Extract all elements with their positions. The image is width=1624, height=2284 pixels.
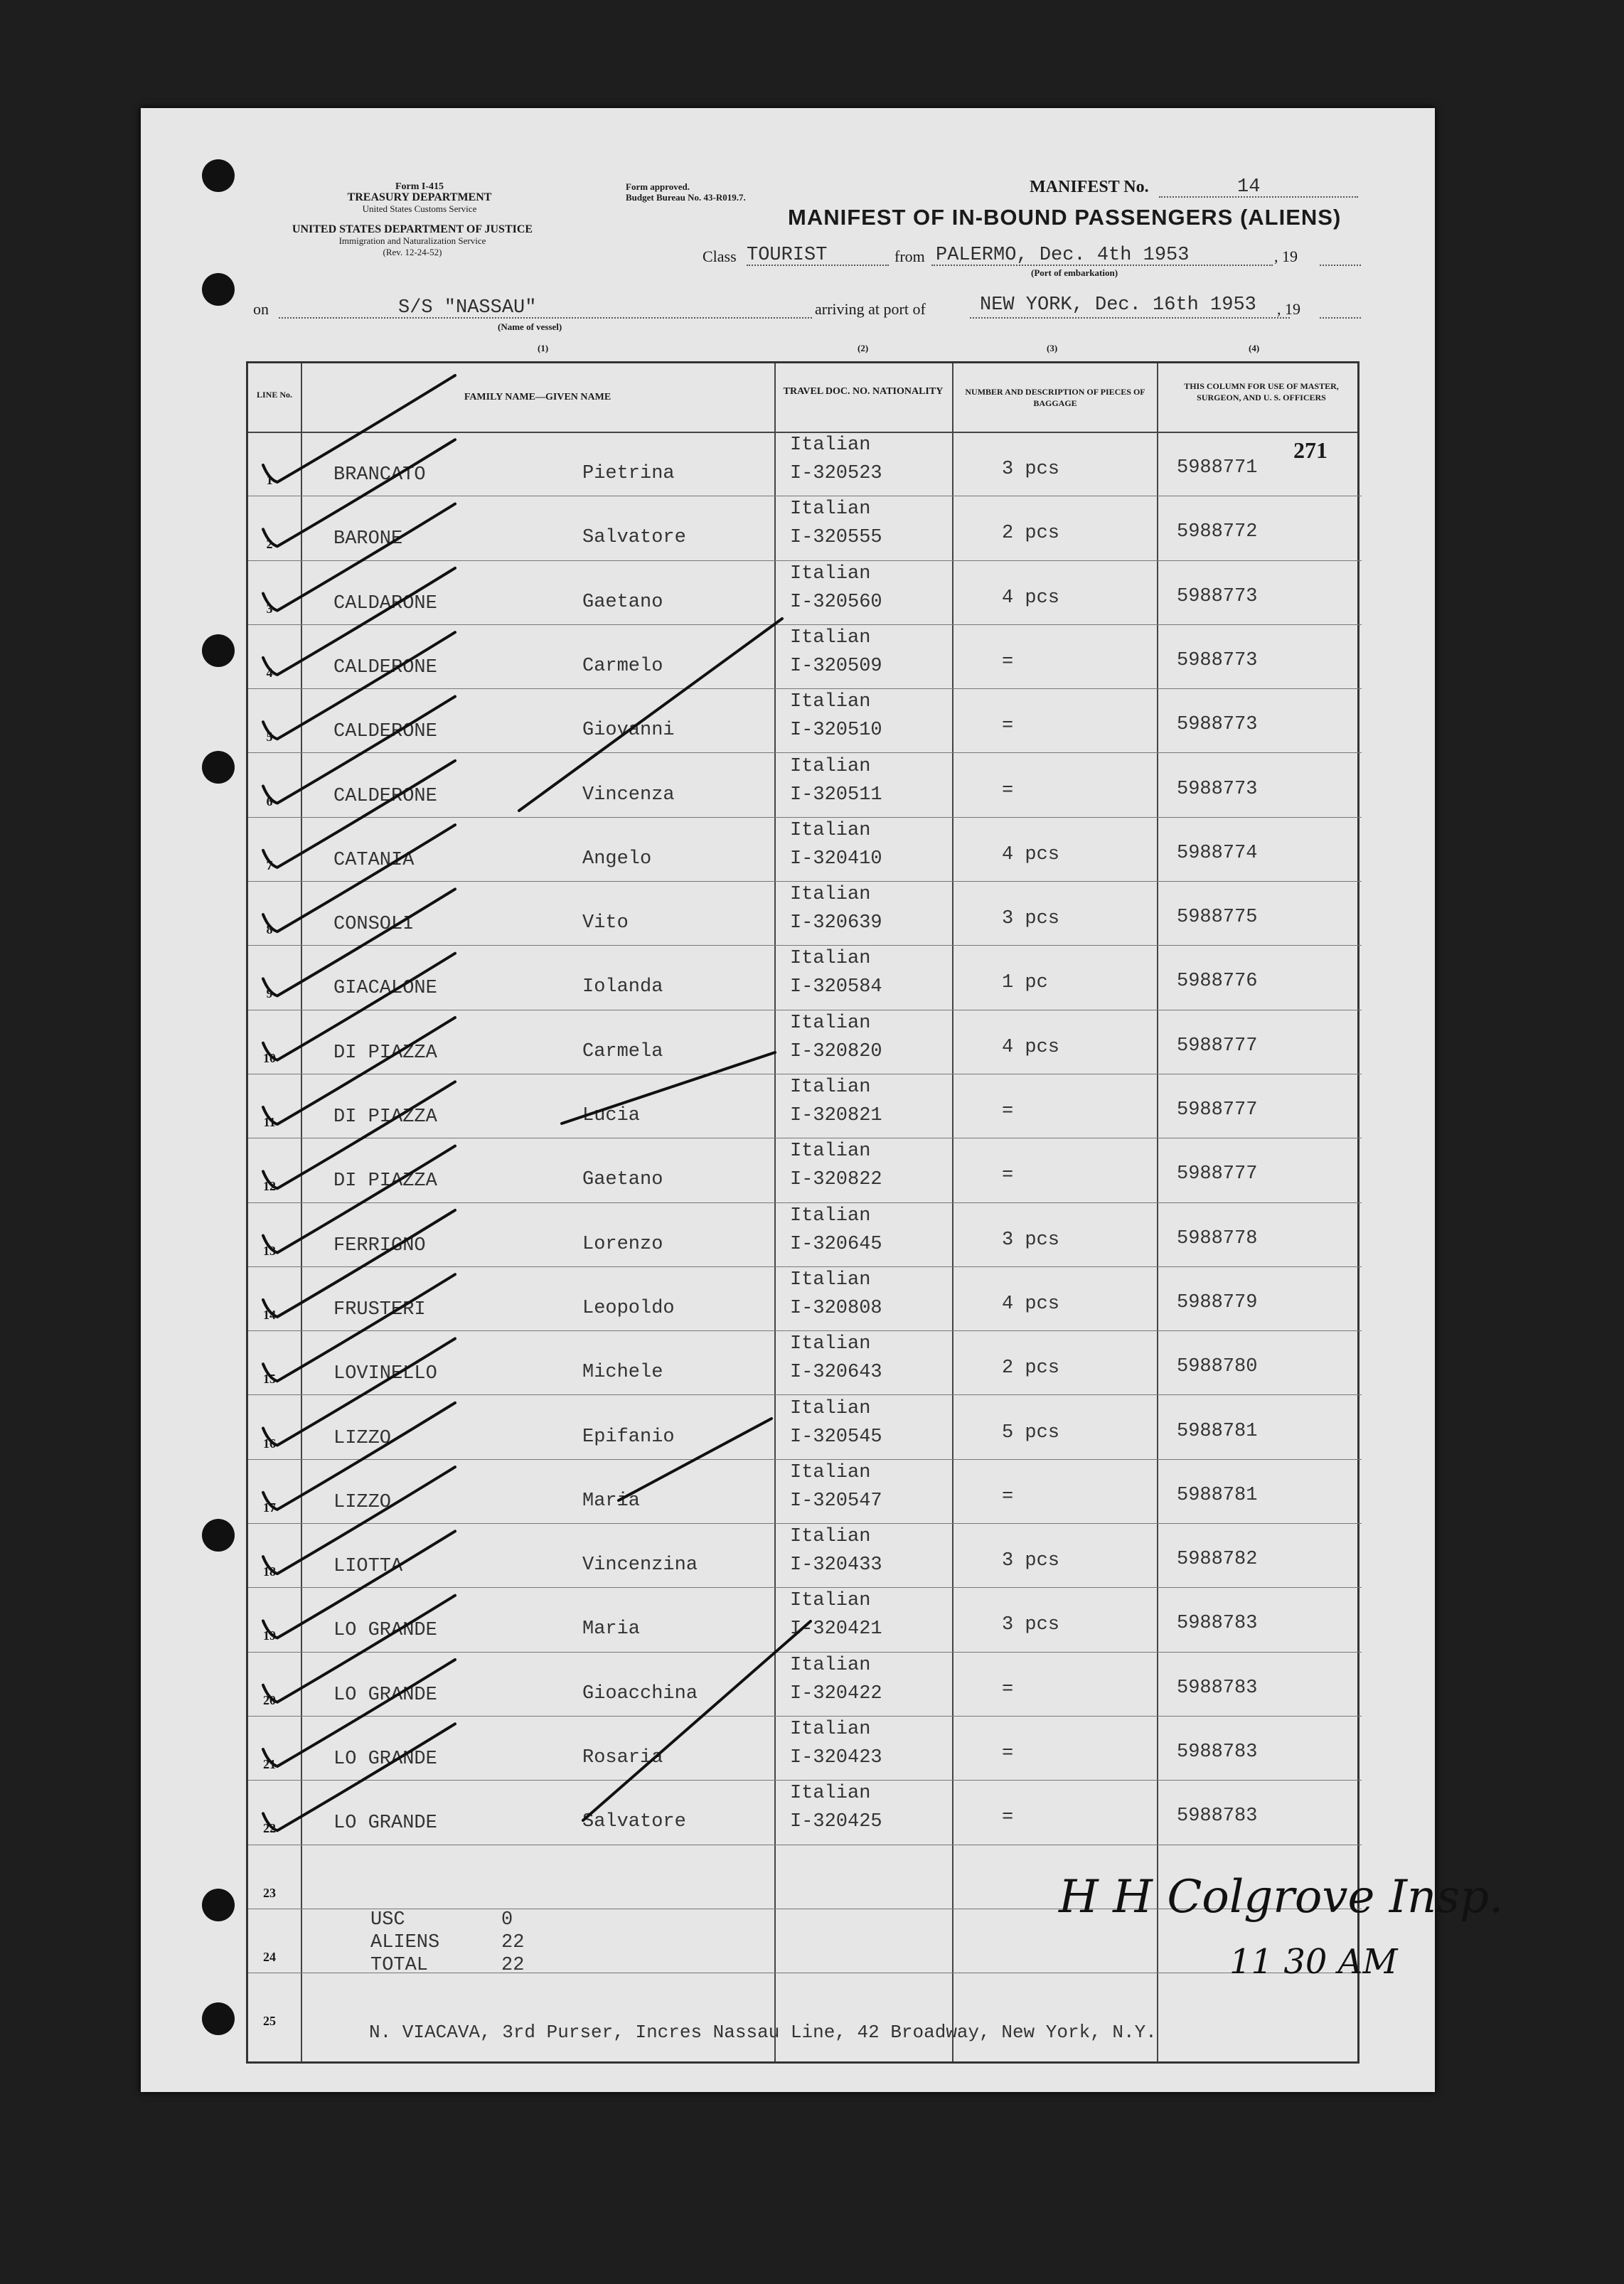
header-name: FAMILY NAME—GIVEN NAME [464,392,611,402]
family-name: LO GRANDE [333,1684,437,1706]
line-number: 2 [266,537,273,552]
col-num-1: (1) [538,343,549,353]
travel-doc-no: I-320509 [790,655,882,677]
travel-doc-no: I-320423 [790,1747,882,1768]
check-mark [263,375,455,482]
check-mark [263,1467,455,1574]
baggage-count: 3 pcs [1002,908,1060,930]
travel-doc-no: I-320523 [790,463,882,484]
family-name: LO GRANDE [333,1813,437,1835]
officer-number: 5988773 [1177,649,1258,671]
arriving-label: arriving at port of [815,300,926,318]
travel-doc-no: I-320645 [790,1233,882,1255]
given-name: Carmela [582,1040,663,1062]
check-mark [263,568,455,675]
given-name: Giovanni [582,720,675,742]
baggage-count: 3 pcs [1002,1229,1060,1251]
check-mark [263,825,455,932]
baggage-count: 4 pcs [1002,587,1060,609]
inspector-signature: H H Colgrove Insp. [1059,1871,1504,1923]
nationality: Italian [790,1590,871,1612]
line-number: 10 [263,1050,276,1065]
nationality: Italian [790,1333,871,1355]
header-travel-doc: TRAVEL DOC. NO. NATIONALITY [783,386,944,397]
family-name: DI PIAZZA [333,1106,437,1128]
check-mark [263,1531,455,1638]
baggage-count: 2 pcs [1002,1357,1060,1380]
check-mark [263,1660,455,1766]
total-label: TOTAL [370,1955,429,1976]
officer-number: 5988772 [1177,521,1258,543]
officer-number: 5988777 [1177,1099,1258,1121]
line-number: 5 [266,730,273,745]
family-name: GIACALONE [333,978,437,1000]
travel-doc-no: I-320820 [790,1040,882,1062]
travel-doc-no: I-320808 [790,1297,882,1319]
baggage-count: 4 pcs [1002,1036,1060,1058]
travel-doc-no: I-320421 [790,1618,882,1640]
class-label: Class [703,247,737,265]
family-name: DI PIAZZA [333,1170,437,1192]
travel-doc-no: I-320560 [790,591,882,613]
nationality: Italian [790,1397,871,1419]
family-name: CALDARONE [333,592,437,614]
baggage-count: = [1002,1743,1014,1764]
col-num-3: (3) [1047,343,1058,353]
line-number: 18 [263,1564,276,1579]
page-title: MANIFEST OF IN-BOUND PASSENGERS (ALIENS) [788,205,1342,230]
given-name: Salvatore [582,527,686,549]
officer-number: 5988773 [1177,714,1258,736]
vessel-note: (Name of vessel) [498,321,562,332]
line-number: 11 [263,1115,276,1129]
officer-number: 5988779 [1177,1291,1258,1313]
given-name: Rosaria [582,1747,663,1768]
family-name: DI PIAZZA [333,1042,437,1064]
line-number: 16 [263,1436,276,1451]
family-name: BRANCATO [333,464,426,486]
usc-label: USC [370,1909,405,1931]
baggage-count: = [1002,779,1014,801]
family-name: LO GRANDE [333,1749,437,1770]
officer-number: 5988782 [1177,1549,1258,1571]
family-name: CONSOLI [333,914,415,936]
check-mark [263,697,455,804]
given-name: Salvatore [582,1811,686,1833]
on-label: on [253,300,269,318]
nationality: Italian [790,1269,871,1291]
line-number: 20 [263,1692,276,1707]
nationality: Italian [790,562,871,585]
header-baggage: NUMBER AND DESCRIPTION OF PIECES OF BAGGAGE [965,387,1145,408]
travel-doc-no: I-320822 [790,1169,882,1191]
revision-date: (Rev. 12-24-52) [383,247,442,257]
officer-number: 5988773 [1177,585,1258,607]
header-line-no: LINE No. [256,390,292,400]
given-name: Vito [582,912,629,934]
baggage-count: = [1002,1101,1014,1122]
line-number: 17 [263,1500,276,1515]
travel-doc-no: I-320547 [790,1490,882,1512]
officer-number: 5988781 [1177,1420,1258,1442]
officer-number: 5988776 [1177,971,1258,993]
form-number: Form I-415 [395,181,444,192]
baggage-count: = [1002,1678,1014,1700]
officer-number: 5988775 [1177,907,1258,929]
family-name: CALDERONE [333,721,437,743]
officer-number: 5988780 [1177,1356,1258,1378]
class-value: TOURIST [747,245,828,266]
officer-number: 5988783 [1177,1677,1258,1699]
header-officers: THIS COLUMN FOR USE OF MASTER, SURGEON, AND U. S. OFFICERS [1184,381,1339,402]
family-name: LIZZO [333,1491,392,1513]
check-mark [263,1210,455,1317]
aliens-label: ALIENS [370,1932,440,1953]
given-name: Vincenza [582,784,675,806]
family-name: CATANIA [333,849,415,871]
baggage-count: = [1002,1165,1014,1187]
nationality: Italian [790,948,871,970]
nationality: Italian [790,755,871,777]
family-name: BARONE [333,528,403,550]
line-number: 9 [266,986,273,1001]
nationality: Italian [790,1526,871,1548]
page-number: 271 [1293,437,1327,463]
family-name: CALDERONE [333,785,437,807]
check-mark [263,1724,455,1830]
line-number: 21 [263,1757,276,1771]
check-mark [263,1082,455,1188]
group-check-stroke [519,619,782,811]
line-number: 6 [266,794,273,809]
col-num-4: (4) [1249,343,1260,353]
officer-number: 5988777 [1177,1035,1258,1057]
check-mark [263,761,455,868]
travel-doc-no: I-320510 [790,720,882,742]
manifest-no: 14 [1237,176,1261,198]
ins-service: Immigration and Naturalization Service [338,235,486,246]
check-mark [263,439,455,546]
given-name: Pietrina [582,463,675,484]
officer-number: 5988783 [1177,1741,1258,1763]
arrival-value: NEW YORK, Dec. 16th 1953 [980,294,1256,316]
baggage-count: 4 pcs [1002,1293,1060,1315]
nationality: Italian [790,1654,871,1676]
given-name: Maria [582,1618,641,1640]
baggage-count: 3 pcs [1002,1614,1060,1636]
manifest-no-label: MANIFEST No. [1030,178,1149,196]
line-number: 19 [263,1628,276,1643]
family-name: FERRIGNO [333,1234,426,1256]
given-name: Angelo [582,848,652,870]
line-number: 8 [266,922,273,937]
year-suffix: , 19 [1274,247,1298,265]
line-number: 7 [266,858,273,872]
officer-number: 5988773 [1177,778,1258,800]
given-name: Maria [582,1490,641,1512]
nationality: Italian [790,626,871,649]
baggage-count: 5 pcs [1002,1421,1060,1443]
treasury-dept: TREASURY DEPARTMENT [347,191,492,203]
given-name: Gaetano [582,1169,663,1191]
baggage-count: 1 pc [1002,972,1048,994]
check-mark [263,1403,455,1510]
check-mark [263,1146,455,1253]
officer-number: 5988783 [1177,1805,1258,1827]
officer-number: 5988783 [1177,1613,1258,1635]
line-number: 24 [263,1949,276,1964]
nationality: Italian [790,1012,871,1034]
check-mark [263,632,455,739]
travel-doc-no: I-320545 [790,1426,882,1448]
baggage-count: = [1002,1485,1014,1507]
nationality: Italian [790,884,871,906]
given-name: Vincenzina [582,1554,698,1576]
travel-doc-no: I-320511 [790,784,882,806]
line-number: 1 [266,473,273,487]
nationality: Italian [790,1719,871,1740]
family-name: LIZZO [333,1427,392,1449]
line-number: 15 [263,1372,276,1387]
baggage-count: 2 pcs [1002,523,1060,545]
baggage-count: = [1002,715,1014,737]
form-approved: Form approved. [626,181,690,192]
travel-doc-no: I-320821 [790,1105,882,1126]
justice-dept: UNITED STATES DEPARTMENT OF JUSTICE [292,223,533,235]
check-mark [263,954,455,1060]
given-name: Carmelo [582,655,663,677]
check-mark [263,1339,455,1446]
line-number: 25 [263,2014,276,2029]
line-number: 23 [263,1885,276,1900]
col-num-2: (2) [858,343,869,353]
given-name: Lorenzo [582,1233,663,1255]
officer-number: 5988777 [1177,1163,1258,1185]
check-mark [263,1018,455,1124]
given-name: Iolanda [582,976,663,998]
given-name: Michele [582,1362,663,1384]
family-name: FRUSTERI [333,1298,426,1320]
nationality: Italian [790,1141,871,1163]
nationality: Italian [790,1205,871,1227]
check-mark [263,1274,455,1381]
baggage-count: = [1002,1807,1014,1829]
baggage-count: 3 pcs [1002,1550,1060,1572]
group-check-stroke [562,1052,775,1124]
family-name: CALDERONE [333,656,437,678]
travel-doc-no: I-320555 [790,527,882,549]
check-mark [263,504,455,611]
travel-doc-no: I-320433 [790,1554,882,1576]
group-check-stroke [619,1419,771,1500]
from-value: PALERMO, Dec. 4th 1953 [936,245,1190,266]
nationality: Italian [790,1783,871,1805]
nationality: Italian [790,691,871,713]
nationality: Italian [790,819,871,841]
travel-doc-no: I-320422 [790,1682,882,1704]
family-name: LO GRANDE [333,1620,437,1642]
officer-number: 5988771 [1177,457,1258,479]
given-name: Leopoldo [582,1297,675,1319]
family-name: LOVINELLO [333,1363,437,1385]
baggage-count: = [1002,651,1014,673]
officer-number: 5988774 [1177,842,1258,864]
travel-doc-no: I-320425 [790,1811,882,1833]
given-name: Gaetano [582,591,663,613]
line-number: 13 [263,1243,276,1258]
embark-note: (Port of embarkation) [1031,267,1118,278]
given-name: Gioacchina [582,1682,698,1704]
usc-value: 0 [501,1909,513,1931]
nationality: Italian [790,498,871,521]
travel-doc-no: I-320410 [790,848,882,870]
line-number: 14 [263,1307,276,1322]
inspection-time: 11 30 AM [1229,1942,1398,1982]
officer-number: 5988778 [1177,1227,1258,1249]
check-mark [263,1596,455,1702]
year-suffix-2: , 19 [1277,300,1300,318]
customs-service: United States Customs Service [362,203,477,214]
from-label: from [894,247,925,265]
line-number: 22 [263,1821,276,1836]
total-value: 22 [501,1955,525,1976]
travel-doc-no: I-320639 [790,912,882,934]
nationality: Italian [790,434,871,456]
given-name: Lucia [582,1105,641,1126]
travel-doc-no: I-320643 [790,1362,882,1384]
line-number: 12 [263,1179,276,1194]
line-number: 3 [266,601,273,616]
family-name: LIOTTA [333,1556,403,1578]
line-number: 4 [266,665,273,680]
baggage-count: 3 pcs [1002,459,1060,480]
vessel-name: S/S "NASSAU" [398,297,537,319]
group-check-stroke [583,1621,811,1820]
aliens-value: 22 [501,1932,525,1953]
officer-number: 5988781 [1177,1484,1258,1506]
travel-doc-no: I-320584 [790,976,882,998]
check-mark [263,889,455,996]
budget-bureau: Budget Bureau No. 43-R019.7. [626,192,746,203]
purser-line: N. VIACAVA, 3rd Purser, Incres Nassau Line, 42 Broadway, New York, N.Y. [369,2022,1157,2043]
given-name: Epifanio [582,1426,675,1448]
nationality: Italian [790,1461,871,1483]
nationality: Italian [790,1077,871,1098]
baggage-count: 4 pcs [1002,843,1060,865]
